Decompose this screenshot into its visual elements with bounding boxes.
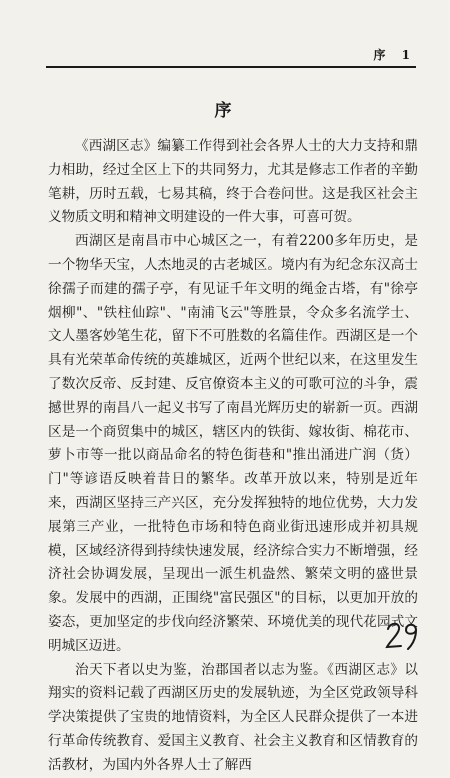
page-title: 序 [214, 101, 236, 121]
running-header: 序 1 [373, 48, 416, 62]
body-text [48, 135, 418, 778]
handwritten-page-number [384, 619, 422, 651]
paragraph-3: 治天下者以史为鉴，治郡国者以志为鉴。《西湖区志》以翔实的资料记载了西湖区历史的发展轨迹，为全区党政领导科学决策提供了宝贵的地情资料，为全区人民群众提供了一本进行革命传统教育、爱国主义教育、社会主义教育和区情教育的活教材，为国内外各界人士了解西 [48, 661, 418, 773]
paragraph-2: 西湖区是南昌市中心城区之一，有着2200多年历史，是一个物华天宝，人杰地灵的古老城区。境内有为纪念东汉高士徐孺子而建的孺子亭，有见证千年文明的绳金古塔，有"徐亭烟柳"、"铁柱仙踪"、"南浦飞云"等胜景，令众多名流学士、文人墨客妙笔生花，留下不可胜数的名篇佳作。西湖区是一个具有光荣革命传统的英雄城区，近两个世纪以来，在这里发生了数次反帝、反封建、反官僚资本主义的可歌可泣的斗争，震撼世界的南昌八一起义书写了南昌光辉历史的崭新一页。西湖区是一个商贸集中的城区，辖区内的铁街、嫁妆街、棉花市、萝卜市等一批以商品命名的特色街巷和"推出涌进广润（货）门"等谚语反映着昔日的繁华。改革开放以来，特别是近年来，西湖区坚持三产兴区，充分发挥独特的地位优势，大力发展第三产业，一批特色市场和特色商业街迅速形成并初具规模，区域经济得到持续快速发展，经济综合实力不断增强，经济社会协调发展，呈现出一派生机盎然、繁荣文明的盛世景象。发展中的西湖，正围绕"富民强区"的目标，以更加开放的姿态，更加坚定的步伐向经济繁荣、环境优美的现代花园式文明城区迈进。 [48, 233, 418, 654]
header-rule [46, 66, 416, 68]
paragraph-1: 《西湖区志》编纂工作得到社会各界人士的大力支持和鼎力相助，经过全区上下的共同努力，尤其是修志工作者的辛勤笔耕，历时五载，七易其稿，终于合卷问世。这是我区社会主义物质文明和精神文明建设的一件大事，可喜可贺。 [48, 138, 418, 226]
